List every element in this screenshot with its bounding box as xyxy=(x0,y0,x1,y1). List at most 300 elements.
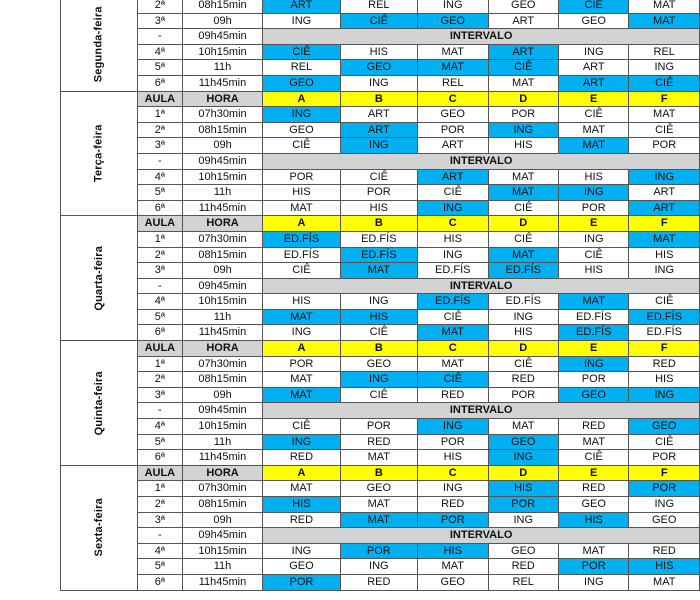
subject-cell-b: MAT xyxy=(340,497,417,513)
lesson-row xyxy=(61,325,700,341)
subject-cell-b: RED xyxy=(340,434,417,450)
subject-cell-e: RED xyxy=(558,481,628,497)
header-row xyxy=(61,216,700,232)
day-name: Quarta-feira xyxy=(92,245,105,311)
subject-cell-f: RED xyxy=(629,543,700,559)
subject-cell-c: HIS xyxy=(418,450,488,466)
column-header-aula: AULA xyxy=(137,341,182,357)
day-name: Quinta-feira xyxy=(92,370,105,436)
day-label xyxy=(61,0,138,91)
lesson-row xyxy=(61,372,700,388)
column-header-aula: AULA xyxy=(137,216,182,232)
column-header-e: E xyxy=(558,216,628,232)
lesson-time: 11h45min xyxy=(182,325,263,341)
subject-cell-d: RED xyxy=(488,372,558,388)
subject-cell-a: ART xyxy=(263,0,340,13)
lesson-row xyxy=(61,543,700,559)
lesson-row xyxy=(61,200,700,216)
subject-cell-d: RED xyxy=(488,559,558,575)
subject-cell-a: ED.FÍS xyxy=(263,231,340,247)
subject-cell-b: REL xyxy=(340,0,417,13)
lesson-time: 10h15min xyxy=(182,294,263,310)
subject-cell-c: GEO xyxy=(418,13,488,29)
subject-cell-e: CIÊ xyxy=(558,0,628,13)
subject-cell-e: ED.FÍS xyxy=(558,309,628,325)
subject-cell-f: MAT xyxy=(629,13,700,29)
subject-cell-f: ED.FÍS xyxy=(629,325,700,341)
lesson-time: 08h15min xyxy=(182,0,263,13)
interval-label: INTERVALO xyxy=(263,278,700,294)
subject-cell-e: POR xyxy=(558,559,628,575)
lesson-time: 09h45min xyxy=(182,153,263,169)
subject-cell-e: CIÊ xyxy=(558,107,628,123)
subject-cell-d: HIS xyxy=(488,138,558,154)
subject-cell-b: ING xyxy=(340,138,417,154)
subject-cell-e: MAT xyxy=(558,543,628,559)
subject-cell-a: MAT xyxy=(263,387,340,403)
subject-cell-a: ING xyxy=(263,13,340,29)
subject-cell-d: MAT xyxy=(488,185,558,201)
lesson-time: 09h45min xyxy=(182,29,263,45)
subject-cell-e: ING xyxy=(558,356,628,372)
subject-cell-a: GEO xyxy=(263,559,340,575)
subject-cell-d: ED.FÍS xyxy=(488,263,558,279)
subject-cell-f: ING xyxy=(629,169,700,185)
day-label xyxy=(61,216,138,341)
lesson-time: 11h xyxy=(182,309,263,325)
lesson-row xyxy=(61,356,700,372)
lesson-number: 2ª xyxy=(137,497,182,513)
header-row xyxy=(61,91,700,107)
subject-cell-e: ART xyxy=(558,60,628,76)
subject-cell-b: HIS xyxy=(340,44,417,60)
lesson-number: 1ª xyxy=(137,356,182,372)
subject-cell-c: RED xyxy=(418,497,488,513)
subject-cell-a: MAT xyxy=(263,309,340,325)
column-header-b: B xyxy=(340,91,417,107)
lesson-row xyxy=(61,247,700,263)
subject-cell-e: CIÊ xyxy=(558,450,628,466)
subject-cell-e: RED xyxy=(558,419,628,435)
lesson-number: 1ª xyxy=(137,107,182,123)
lesson-number: 4ª xyxy=(137,419,182,435)
lesson-row xyxy=(61,497,700,513)
lesson-time: 10h15min xyxy=(182,44,263,60)
subject-cell-e: ING xyxy=(558,44,628,60)
subject-cell-d: GEO xyxy=(488,543,558,559)
subject-cell-c: MAT xyxy=(418,559,488,575)
subject-cell-b: CIÊ xyxy=(340,325,417,341)
subject-cell-e: CIÊ xyxy=(558,247,628,263)
subject-cell-a: ING xyxy=(263,107,340,123)
lesson-number: 5ª xyxy=(137,434,182,450)
subject-cell-f: POR xyxy=(629,450,700,466)
lesson-row xyxy=(61,13,700,29)
subject-cell-c: REL xyxy=(418,75,488,91)
subject-cell-c: MAT xyxy=(418,60,488,76)
subject-cell-d: GEO xyxy=(488,434,558,450)
lesson-row xyxy=(61,75,700,91)
subject-cell-a: POR xyxy=(263,356,340,372)
subject-cell-d: ART xyxy=(488,13,558,29)
subject-cell-d: HIS xyxy=(488,325,558,341)
subject-cell-b: ART xyxy=(340,122,417,138)
subject-cell-b: ING xyxy=(340,75,417,91)
subject-cell-c: HIS xyxy=(418,231,488,247)
column-header-d: D xyxy=(488,465,558,481)
subject-cell-f: CIÊ xyxy=(629,75,700,91)
subject-cell-e: ING xyxy=(558,185,628,201)
day-name: Sexta-feira xyxy=(92,498,105,557)
subject-cell-f: HIS xyxy=(629,372,700,388)
subject-cell-c: MAT xyxy=(418,325,488,341)
subject-cell-e: MAT xyxy=(558,138,628,154)
lesson-row xyxy=(61,263,700,279)
lesson-number: 3ª xyxy=(137,13,182,29)
column-header-d: D xyxy=(488,341,558,357)
lesson-number: 4ª xyxy=(137,44,182,60)
lesson-row xyxy=(61,107,700,123)
lesson-time: 09h xyxy=(182,387,263,403)
subject-cell-d: POR xyxy=(488,387,558,403)
subject-cell-c: ART xyxy=(418,138,488,154)
lesson-time: 11h45min xyxy=(182,75,263,91)
column-header-b: B xyxy=(340,465,417,481)
subject-cell-a: ED.FÍS xyxy=(263,247,340,263)
lesson-time: 08h15min xyxy=(182,497,263,513)
lesson-number: - xyxy=(137,528,182,544)
subject-cell-a: HIS xyxy=(263,185,340,201)
lesson-row xyxy=(61,574,700,590)
subject-cell-b: RED xyxy=(340,574,417,590)
subject-cell-b: CIÊ xyxy=(340,13,417,29)
column-header-f: F xyxy=(629,341,700,357)
lesson-row xyxy=(61,185,700,201)
lesson-number: 2ª xyxy=(137,247,182,263)
column-header-f: F xyxy=(629,216,700,232)
column-header-a: A xyxy=(263,465,340,481)
column-header-c: C xyxy=(418,465,488,481)
lesson-time: 07h30min xyxy=(182,481,263,497)
subject-cell-a: RED xyxy=(263,450,340,466)
lesson-time: 11h45min xyxy=(182,200,263,216)
subject-cell-c: GEO xyxy=(418,107,488,123)
lesson-time: 09h xyxy=(182,263,263,279)
lesson-time: 07h30min xyxy=(182,107,263,123)
column-header-c: C xyxy=(418,216,488,232)
lesson-time: 11h45min xyxy=(182,450,263,466)
subject-cell-d: ING xyxy=(488,309,558,325)
lesson-time: 11h45min xyxy=(182,574,263,590)
lesson-row xyxy=(61,122,700,138)
subject-cell-a: CIÊ xyxy=(263,138,340,154)
subject-cell-e: GEO xyxy=(558,387,628,403)
subject-cell-c: ING xyxy=(418,419,488,435)
subject-cell-a: HIS xyxy=(263,497,340,513)
subject-cell-d: CIÊ xyxy=(488,356,558,372)
column-header-hora: HORA xyxy=(182,465,263,481)
subject-cell-e: GEO xyxy=(558,497,628,513)
lesson-number: 2ª xyxy=(137,0,182,13)
lesson-time: 09h45min xyxy=(182,528,263,544)
subject-cell-c: CIÊ xyxy=(418,309,488,325)
lesson-number: 2ª xyxy=(137,122,182,138)
lesson-time: 10h15min xyxy=(182,543,263,559)
lesson-row xyxy=(61,512,700,528)
subject-cell-b: GEO xyxy=(340,356,417,372)
subject-cell-d: REL xyxy=(488,574,558,590)
lesson-time: 09h xyxy=(182,13,263,29)
column-header-a: A xyxy=(263,91,340,107)
column-header-hora: HORA xyxy=(182,341,263,357)
column-header-c: C xyxy=(418,91,488,107)
lesson-time: 11h xyxy=(182,185,263,201)
interval-row xyxy=(61,278,700,294)
subject-cell-c: POR xyxy=(418,122,488,138)
subject-cell-d: HIS xyxy=(488,481,558,497)
column-header-d: D xyxy=(488,216,558,232)
subject-cell-a: POR xyxy=(263,169,340,185)
subject-cell-f: CIÊ xyxy=(629,434,700,450)
day-name: Segunda-feira xyxy=(92,6,105,83)
lesson-time: 07h30min xyxy=(182,356,263,372)
header-row xyxy=(61,465,700,481)
subject-cell-f: POR xyxy=(629,138,700,154)
interval-label: INTERVALO xyxy=(263,29,700,45)
lesson-row xyxy=(61,419,700,435)
lesson-row xyxy=(61,138,700,154)
column-header-b: B xyxy=(340,341,417,357)
lesson-number: 6ª xyxy=(137,325,182,341)
day-label xyxy=(61,91,138,216)
subject-cell-e: HIS xyxy=(558,512,628,528)
lesson-row xyxy=(61,44,700,60)
lesson-number: 3ª xyxy=(137,387,182,403)
lesson-time: 08h15min xyxy=(182,247,263,263)
column-header-c: C xyxy=(418,341,488,357)
subject-cell-d: POR xyxy=(488,107,558,123)
subject-cell-b: ING xyxy=(340,294,417,310)
lesson-number: 3ª xyxy=(137,263,182,279)
subject-cell-b: ART xyxy=(340,107,417,123)
lesson-number: - xyxy=(137,29,182,45)
subject-cell-e: GEO xyxy=(558,13,628,29)
subject-cell-d: POR xyxy=(488,497,558,513)
subject-cell-f: ING xyxy=(629,60,700,76)
subject-cell-a: GEO xyxy=(263,122,340,138)
lesson-row xyxy=(61,481,700,497)
subject-cell-b: ING xyxy=(340,559,417,575)
subject-cell-c: MAT xyxy=(418,356,488,372)
subject-cell-f: CIÊ xyxy=(629,122,700,138)
subject-cell-c: MAT xyxy=(418,44,488,60)
subject-cell-d: MAT xyxy=(488,75,558,91)
subject-cell-a: CIÊ xyxy=(263,44,340,60)
lesson-number: 4ª xyxy=(137,169,182,185)
subject-cell-a: MAT xyxy=(263,481,340,497)
column-header-e: E xyxy=(558,91,628,107)
lesson-time: 09h xyxy=(182,512,263,528)
lesson-time: 09h xyxy=(182,138,263,154)
lesson-number: 5ª xyxy=(137,559,182,575)
subject-cell-a: POR xyxy=(263,574,340,590)
column-header-hora: HORA xyxy=(182,91,263,107)
lesson-number: 1ª xyxy=(137,231,182,247)
day-name: Terça-feira xyxy=(92,124,105,183)
subject-cell-e: POR xyxy=(558,200,628,216)
subject-cell-b: HIS xyxy=(340,309,417,325)
lesson-time: 11h xyxy=(182,559,263,575)
column-header-aula: AULA xyxy=(137,91,182,107)
interval-label: INTERVALO xyxy=(263,528,700,544)
subject-cell-c: ING xyxy=(418,481,488,497)
subject-cell-e: MAT xyxy=(558,434,628,450)
subject-cell-f: ING xyxy=(629,497,700,513)
lesson-row xyxy=(61,294,700,310)
lesson-number: 6ª xyxy=(137,450,182,466)
subject-cell-c: ING xyxy=(418,247,488,263)
subject-cell-d: CIÊ xyxy=(488,60,558,76)
lesson-time: 09h45min xyxy=(182,278,263,294)
subject-cell-d: CIÊ xyxy=(488,231,558,247)
subject-cell-b: GEO xyxy=(340,481,417,497)
subject-cell-f: ING xyxy=(629,387,700,403)
subject-cell-f: ING xyxy=(629,263,700,279)
column-header-e: E xyxy=(558,465,628,481)
lesson-number: 6ª xyxy=(137,200,182,216)
subject-cell-e: HIS xyxy=(558,169,628,185)
subject-cell-c: RED xyxy=(418,387,488,403)
interval-label: INTERVALO xyxy=(263,153,700,169)
subject-cell-d: MAT xyxy=(488,247,558,263)
column-header-aula: AULA xyxy=(137,465,182,481)
lesson-number: 2ª xyxy=(137,372,182,388)
subject-cell-f: ED.FÍS xyxy=(629,309,700,325)
subject-cell-f: ART xyxy=(629,200,700,216)
lesson-row xyxy=(61,169,700,185)
subject-cell-b: HIS xyxy=(340,200,417,216)
subject-cell-d: ED.FÍS xyxy=(488,294,558,310)
subject-cell-c: ED.FÍS xyxy=(418,294,488,310)
subject-cell-a: HIS xyxy=(263,294,340,310)
interval-row xyxy=(61,528,700,544)
lesson-number: 3ª xyxy=(137,512,182,528)
subject-cell-c: GEO xyxy=(418,574,488,590)
lesson-time: 08h15min xyxy=(182,372,263,388)
subject-cell-c: ING xyxy=(418,0,488,13)
subject-cell-d: ART xyxy=(488,44,558,60)
interval-row xyxy=(61,403,700,419)
subject-cell-a: CIÊ xyxy=(263,419,340,435)
subject-cell-b: POR xyxy=(340,419,417,435)
subject-cell-f: MAT xyxy=(629,107,700,123)
lesson-row xyxy=(61,387,700,403)
subject-cell-e: POR xyxy=(558,372,628,388)
lesson-number: 3ª xyxy=(137,138,182,154)
subject-cell-c: ING xyxy=(418,200,488,216)
subject-cell-f: GEO xyxy=(629,512,700,528)
subject-cell-b: GEO xyxy=(340,60,417,76)
lesson-number: 6ª xyxy=(137,75,182,91)
lesson-number: - xyxy=(137,403,182,419)
subject-cell-e: ING xyxy=(558,231,628,247)
subject-cell-e: MAT xyxy=(558,294,628,310)
lesson-number: 1ª xyxy=(137,481,182,497)
lesson-number: - xyxy=(137,278,182,294)
lesson-time: 08h15min xyxy=(182,122,263,138)
subject-cell-a: MAT xyxy=(263,200,340,216)
subject-cell-b: ED.FÍS xyxy=(340,247,417,263)
subject-cell-a: ING xyxy=(263,543,340,559)
subject-cell-f: REL xyxy=(629,44,700,60)
subject-cell-f: MAT xyxy=(629,574,700,590)
subject-cell-a: REL xyxy=(263,60,340,76)
subject-cell-c: ED.FÍS xyxy=(418,263,488,279)
lesson-time: 09h45min xyxy=(182,403,263,419)
column-header-a: A xyxy=(263,216,340,232)
interval-row xyxy=(61,29,700,45)
subject-cell-c: CIÊ xyxy=(418,185,488,201)
subject-cell-a: MAT xyxy=(263,372,340,388)
lesson-number: 5ª xyxy=(137,60,182,76)
subject-cell-a: GEO xyxy=(263,75,340,91)
subject-cell-d: ING xyxy=(488,450,558,466)
subject-cell-b: MAT xyxy=(340,450,417,466)
subject-cell-b: ED.FÍS xyxy=(340,231,417,247)
day-label xyxy=(61,341,138,466)
subject-cell-f: GEO xyxy=(629,419,700,435)
interval-label: INTERVALO xyxy=(263,403,700,419)
lesson-time: 10h15min xyxy=(182,419,263,435)
subject-cell-c: HIS xyxy=(418,543,488,559)
subject-cell-a: CIÊ xyxy=(263,263,340,279)
subject-cell-b: ING xyxy=(340,372,417,388)
lesson-number: 6ª xyxy=(137,574,182,590)
subject-cell-c: CIÊ xyxy=(418,372,488,388)
lesson-row xyxy=(61,309,700,325)
subject-cell-d: CIÊ xyxy=(488,200,558,216)
lesson-time: 11h xyxy=(182,434,263,450)
lesson-time: 11h xyxy=(182,60,263,76)
subject-cell-e: HIS xyxy=(558,263,628,279)
lesson-number: 5ª xyxy=(137,309,182,325)
lesson-time: 07h30min xyxy=(182,231,263,247)
subject-cell-f: CIÊ xyxy=(629,294,700,310)
class-schedule-table xyxy=(60,0,700,591)
subject-cell-f: ART xyxy=(629,185,700,201)
lesson-row xyxy=(61,559,700,575)
subject-cell-e: MAT xyxy=(558,122,628,138)
day-label xyxy=(61,465,138,590)
subject-cell-d: ING xyxy=(488,122,558,138)
subject-cell-e: ART xyxy=(558,75,628,91)
subject-cell-f: HIS xyxy=(629,559,700,575)
subject-cell-f: POR xyxy=(629,481,700,497)
subject-cell-a: ING xyxy=(263,325,340,341)
subject-cell-d: ING xyxy=(488,512,558,528)
lesson-time: 10h15min xyxy=(182,169,263,185)
header-row xyxy=(61,341,700,357)
lesson-number: 5ª xyxy=(137,185,182,201)
subject-cell-f: HIS xyxy=(629,247,700,263)
subject-cell-b: MAT xyxy=(340,512,417,528)
subject-cell-d: GEO xyxy=(488,0,558,13)
lesson-number: 4ª xyxy=(137,294,182,310)
subject-cell-b: CIÊ xyxy=(340,387,417,403)
lesson-row xyxy=(61,231,700,247)
subject-cell-b: MAT xyxy=(340,263,417,279)
subject-cell-d: MAT xyxy=(488,419,558,435)
